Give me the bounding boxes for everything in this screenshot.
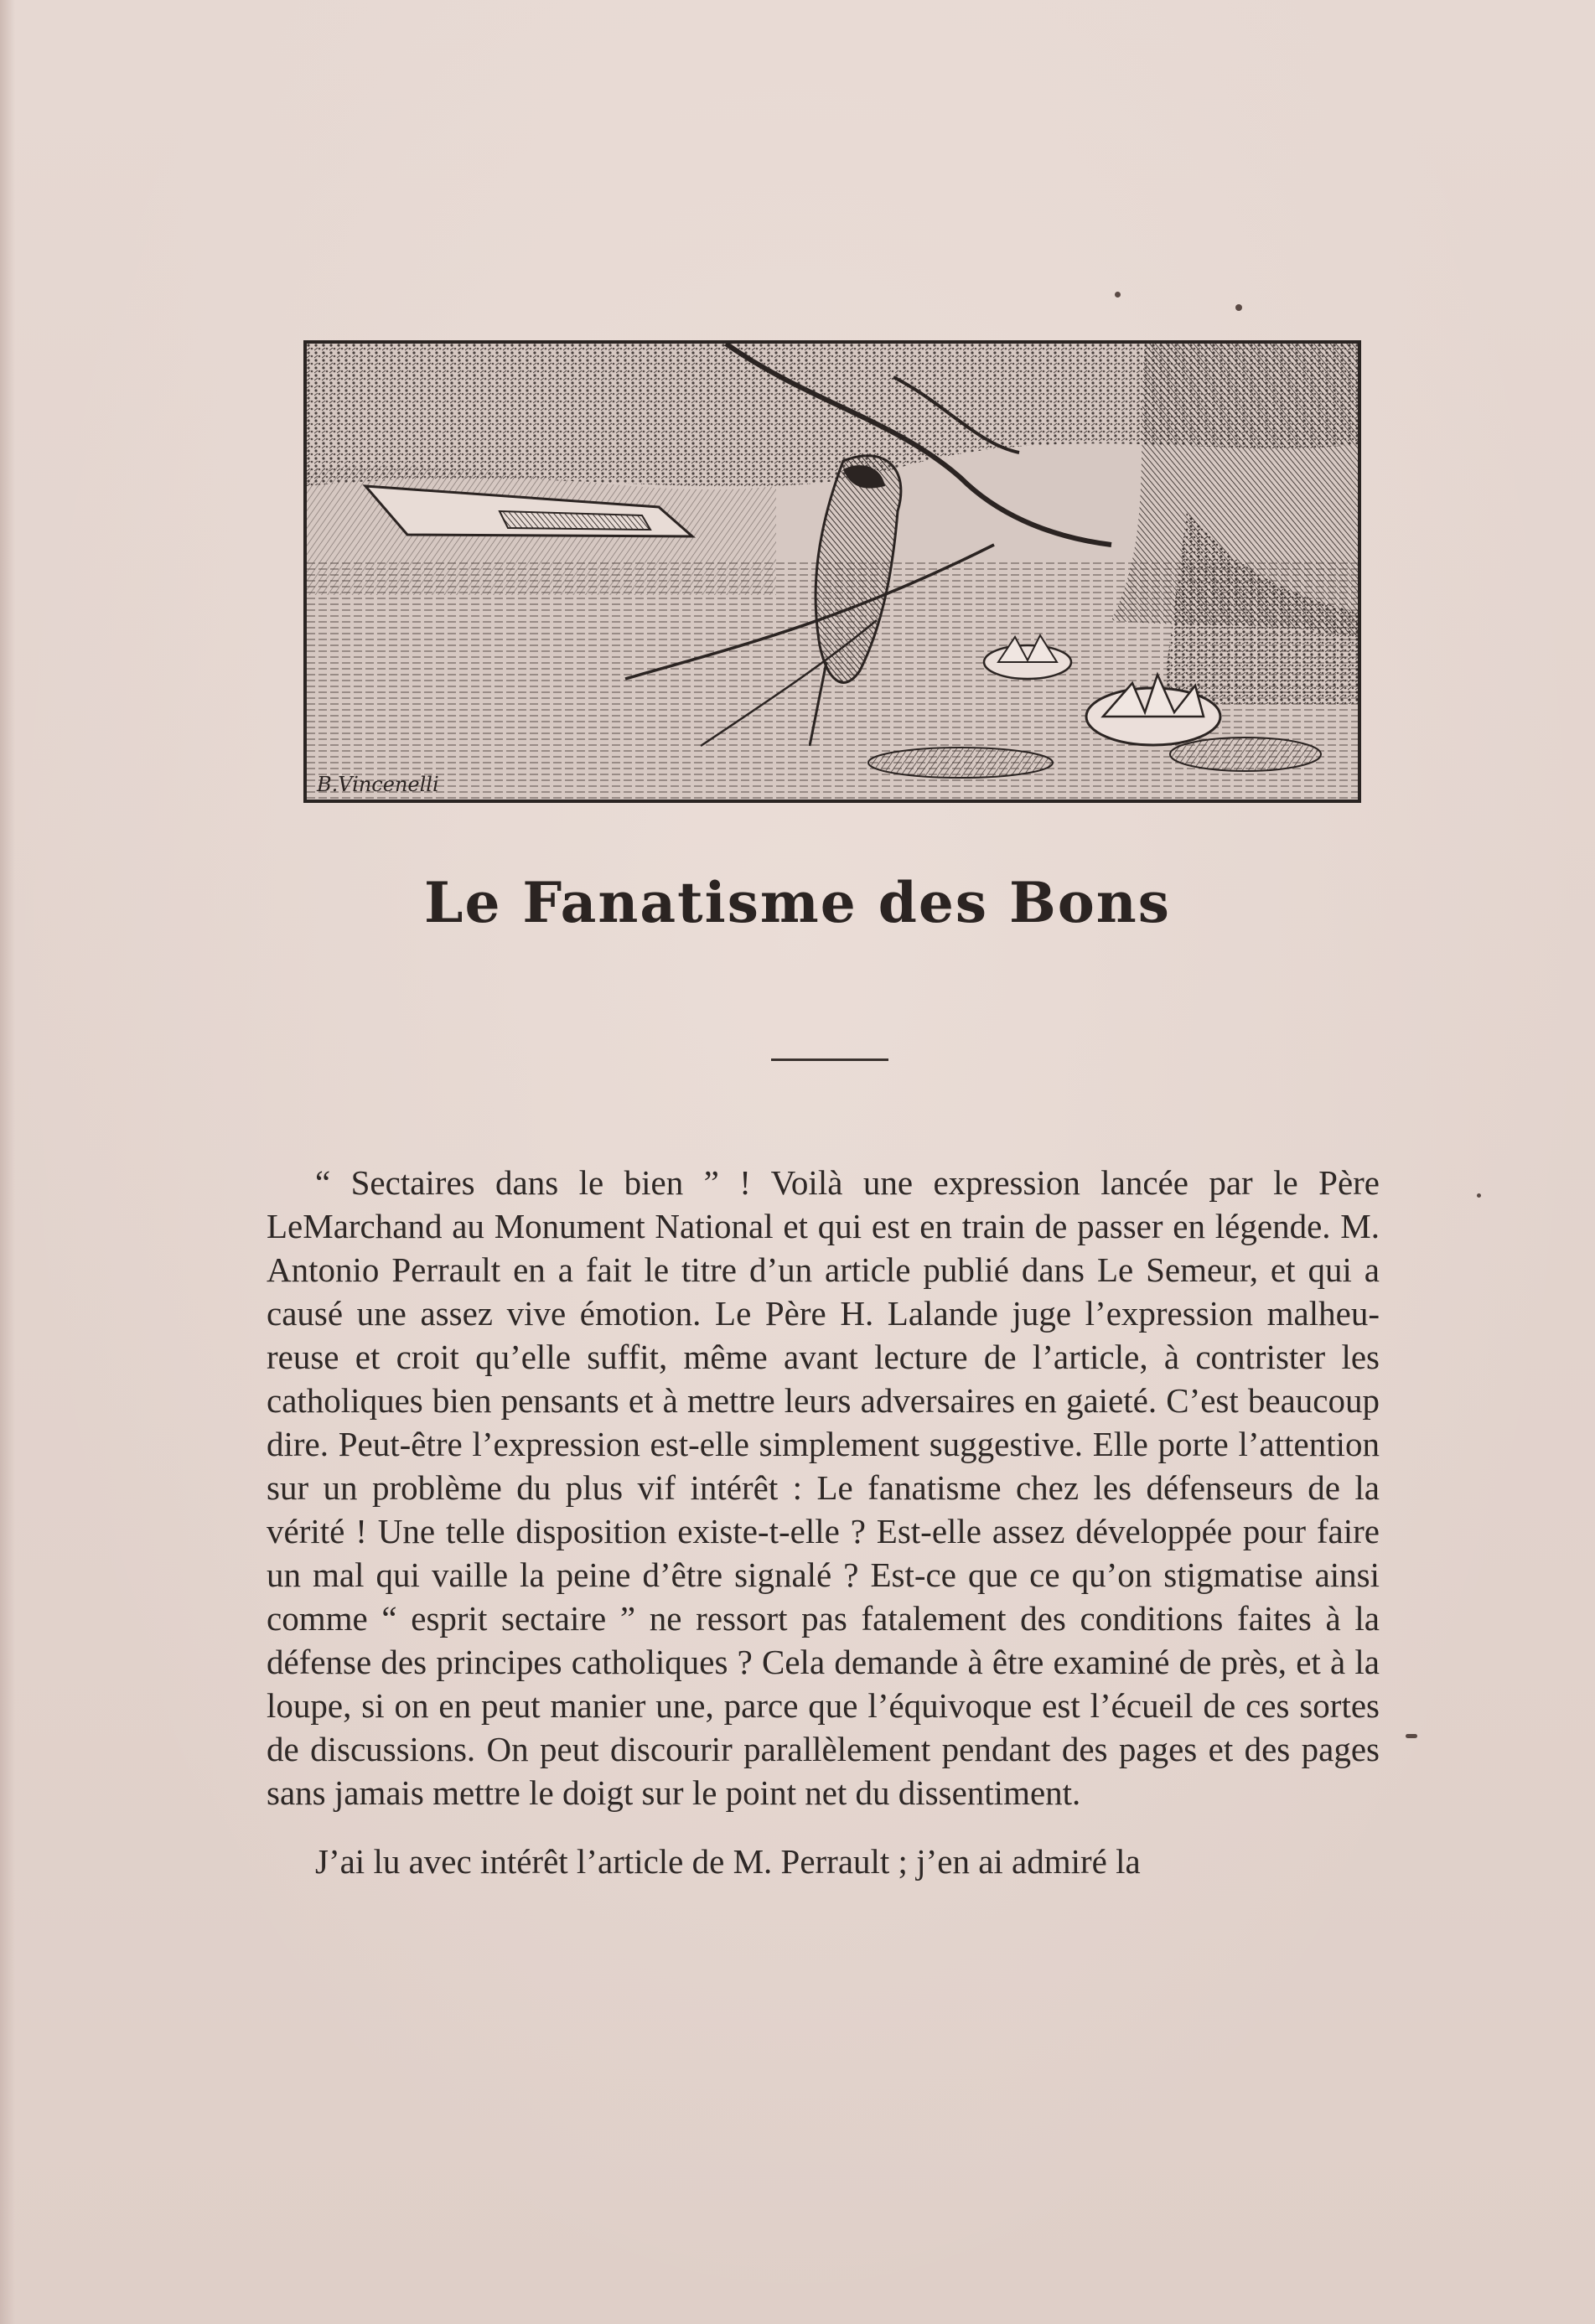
- title-rule: [771, 1058, 888, 1061]
- page-edge: [0, 0, 15, 2324]
- page-title: Le Fanatisme des Bons: [424, 870, 1171, 935]
- paragraph-2: J’ai lu avec intérêt l’article de M. Perrault ; j’en ai admiré la: [315, 1842, 1141, 1881]
- paper-speck: [1406, 1734, 1417, 1738]
- paper-speck: [1235, 304, 1242, 311]
- paper-speck: [1115, 292, 1121, 298]
- article-body: [267, 1161, 1380, 1883]
- paragraph-1: “ Sectaires dans le bien ” ! Voilà une expression lancée par le Père LeMarchand au Monument National et qui est en train de passer en légende. M. Antonio Perrault en a fait le titre d’un article publié dans Le Semeur, et qui a causé une assez vive émotion. Le Père H. Lalande juge l’expression malheureuse et croit qu’elle suffit, même avant lecture de l’article, à contrister les catholiques bien pensants et à mettre leurs adversaires en gaieté. C’est beaucoup dire. Peut-être l’expression est-elle simplement suggestive. Elle porte l’attention sur un problème du plus vif intérêt : Le fanatisme chez les défenseurs de la vérité ! Une telle disposition existe-t-elle ? Est-elle assez développée pour faire un mal qui vaille la peine d’être signalé ? Est-ce que ce qu’on stigmatise ainsi comme “ esprit sectaire ” ne ressort pas fatalement des conditions faites à la défense des principes catholiques ? Cela demande à être examiné de près, et à la loupe, si on en peut manier une, parce que l’équivoque est l’écueil de ces sortes de discussions. On peut discourir parallèlement pendant des pages et des pages sans jamais mettre le doigt sur le point net du dissentiment.: [267, 1163, 1380, 1812]
- engraving-illustration: [303, 340, 1361, 803]
- engraving-signature: B.Vincenelli: [317, 773, 439, 796]
- paper-speck: [1477, 1193, 1481, 1198]
